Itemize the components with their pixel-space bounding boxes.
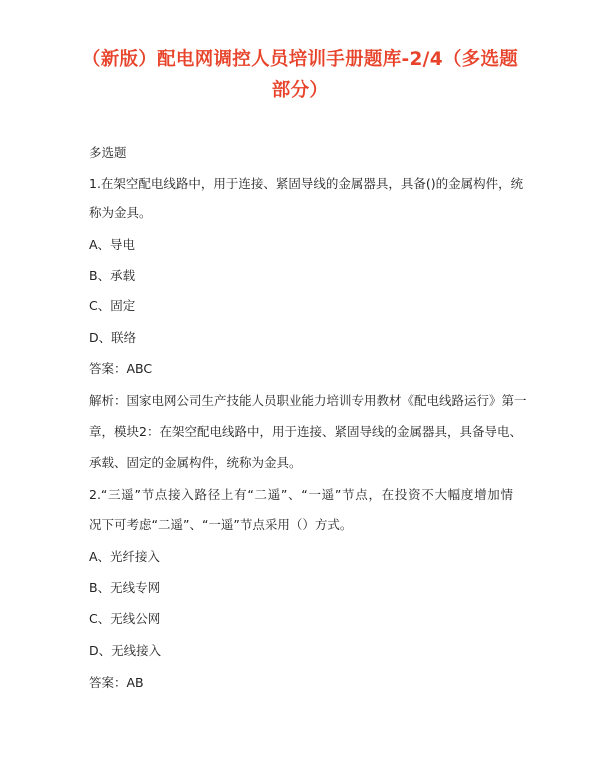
question-1-option-b: B、承载: [89, 268, 136, 283]
question-2-answer: 答案：AB: [89, 675, 144, 690]
question-2-option-b: B、无线专网: [89, 580, 161, 595]
section-heading: 多选题: [89, 145, 127, 160]
question-1-analysis-line-1: 解析：国家电网公司生产技能人员职业能力培训专用教材《配电线路运行》第一: [89, 393, 527, 408]
question-2-option-c: C、无线公网: [89, 611, 161, 626]
question-1-option-c: C、固定: [89, 298, 136, 313]
title-line-1: （新版）配电网调控人员培训手册题库-2/4（多选题: [81, 49, 519, 70]
question-2-option-d: D、无线接入: [89, 643, 162, 658]
question-2-stem-line-2: 况下可考虑“二遥”、“一遥”节点采用（）方式。: [89, 517, 353, 532]
question-1-stem-line-2: 称为金具。: [89, 205, 152, 220]
question-1-stem-line-1: 1.在架空配电线路中，用于连接、紧固导线的金属器具，具备()的金属构件，统: [89, 176, 524, 191]
question-1-analysis-line-3: 承载、固定的金属构件，统称为金具。: [89, 455, 302, 470]
question-1-option-d: D、联络: [89, 330, 137, 345]
question-1-answer: 答案：ABC: [89, 361, 153, 376]
question-1-analysis-line-2: 章，模块2：在架空配电线路中，用于连接、紧固导线的金属器具，具备导电、: [89, 424, 522, 439]
document-title: [60, 44, 540, 106]
question-2-option-a: A、光纤接入: [89, 549, 161, 564]
title-line-2: 部分）: [271, 80, 329, 101]
question-1-option-a: A、导电: [89, 237, 136, 252]
question-2-stem-line-1: 2.“三遥”节点接入路径上有“二遥”、“一遥”节点，在投资不大幅度增加情: [89, 487, 513, 502]
